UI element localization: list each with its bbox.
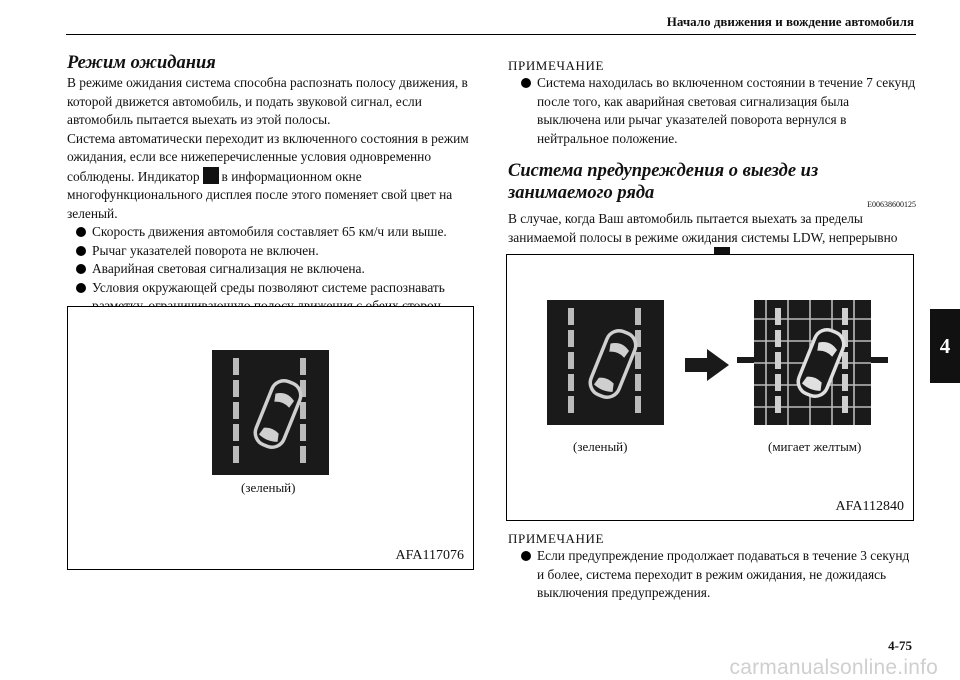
list-item: Условия окружающей среды позволяют системе распознавать [71,279,472,316]
para2-text-before: Система автоматически переходит из включенного состояния в режим ожидания, если все нижеперечисленные условия одновременно соблюдены. Индикатор [67,130,469,184]
note-label: ПРИМЕЧАНИЕ [508,58,605,73]
lane-departure-indicator-flashing-icon [735,283,890,443]
section-code: E00638600125 [867,200,916,209]
standby-paragraph-1: В режиме ожидания система способна распознать полосу движения, в которой движется автомобиль, и подать звуковой сигнал, если автомобиль пытается выехать из этой полосы. [67,75,468,127]
figure-code: AFA117076 [395,548,464,563]
figure-code: AFA112840 [835,499,904,514]
list-item: Система находилась во включенном состоянии в течение 7 секунд после того, как аварийная световая сигнализация была выключена или рычаг указателей поворота вернулся в нейтральное положение. [516,74,916,148]
note-list [516,547,916,603]
list-item: Если предупреждение продолжает подаваться в течение 3 секунд и более, система переходит в режим ожидания, не дожидаясь выключения предупреждения. [516,547,916,603]
figure-caption-green: (зеленый) [573,439,628,454]
list-item: Рычаг указателей поворота не включен. [71,242,472,261]
left-column [67,52,472,334]
running-header: Начало движения и вождение автомобиля [666,14,914,29]
page-number: 4-75 [888,638,912,653]
section-heading-standby: Режим ожидания [67,53,216,73]
right-column [508,58,916,267]
bottom-note [508,531,916,603]
chapter-tab: 4 [930,309,960,383]
figure-standby-indicator [67,306,474,570]
figure-caption-flashing-yellow: (мигает желтым) [768,439,862,454]
watermark: carmanualsonline.info [729,656,938,679]
lane-departure-indicator-green-icon [547,300,664,425]
lane-departure-indicator-icon [212,350,329,475]
list-item: Аварийная световая сигнализация не включена. [71,260,472,279]
lane-indicator-inline-icon [203,167,219,184]
figure-warning-indicator [506,254,914,521]
section-heading-ldw: Система предупреждения о выезде из занимаемого ряда [508,161,819,203]
header-rule [66,34,916,35]
right-arrow-icon [685,349,731,381]
para2-text-after: в информационном окне многофункционального дисплея после этого поменяет свой цвет на зеленый. [67,168,453,221]
note-list [516,74,916,148]
ldw-text-before: В случае, когда Ваш автомобиль пытается выехать за пределы занимаемой полосы в режиме ожидания системы LDW, непрерывно [508,211,898,245]
figure-caption-green: (зеленый) [241,480,296,495]
standby-paragraph-2 [67,130,472,224]
list-item: Скорость движения автомобиля составляет 65 км/ч или выше. [71,223,472,242]
note-label: ПРИМЕЧАНИЕ [508,531,605,546]
